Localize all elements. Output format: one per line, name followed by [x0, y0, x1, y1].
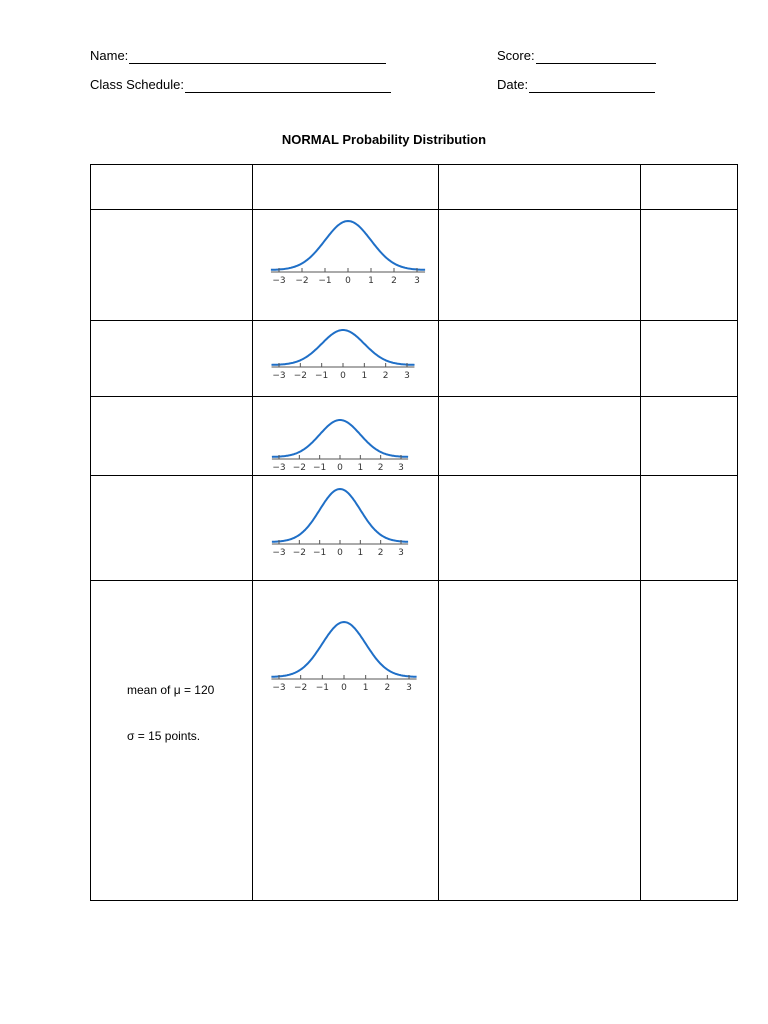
table-header-row: [91, 165, 738, 210]
class-schedule-field[interactable]: [90, 77, 391, 93]
header-cell-4[interactable]: [641, 165, 738, 210]
header-cell-3[interactable]: [439, 165, 641, 210]
row-3-answer-cell[interactable]: [439, 397, 641, 476]
axis-tick-label: −3: [272, 276, 286, 286]
score-blank-line[interactable]: [536, 51, 656, 64]
row-1-answer-cell[interactable]: [439, 210, 641, 321]
axis-tick-label: −3: [272, 683, 286, 693]
bell-curve-line: [271, 221, 425, 270]
axis-tick-label: 0: [345, 276, 351, 286]
row-3-curve-cell: [253, 397, 439, 476]
row-3-label-cell[interactable]: [91, 397, 253, 476]
header-cell-1[interactable]: [91, 165, 253, 210]
axis-tick-label: 0: [340, 371, 346, 381]
axis-tick-label: −3: [272, 548, 286, 558]
date-blank-line[interactable]: [529, 80, 655, 93]
axis-tick-label: 3: [404, 371, 410, 381]
axis-tick-label: −3: [272, 463, 286, 473]
axis-tick-label: 0: [337, 463, 343, 473]
bell-curve-line: [271, 622, 416, 677]
axis-tick-label: −1: [313, 548, 327, 558]
axis-tick-label: 2: [384, 683, 391, 693]
axis-tick-label: 2: [377, 463, 384, 473]
axis-tick-label: 1: [362, 683, 369, 693]
row-4-curve-cell: [253, 476, 439, 581]
distribution-table: [90, 164, 738, 901]
sigma-note: σ = 15 points.: [127, 729, 201, 743]
page-title: NORMAL Probability Distribution: [281, 132, 487, 147]
score-label: Score:: [497, 48, 535, 63]
axis-tick-label: 1: [357, 548, 364, 558]
axis-tick-label: 2: [377, 548, 384, 558]
row-5-extra-cell[interactable]: [641, 581, 738, 901]
row-2-label-cell[interactable]: [91, 321, 253, 397]
class-schedule-label: Class Schedule:: [90, 77, 184, 92]
axis-tick-label: 1: [368, 276, 374, 286]
normal-curve-2: [269, 327, 417, 383]
normal-curve-3: [269, 417, 411, 475]
row-4-label-cell[interactable]: [91, 476, 253, 581]
axis-tick-label: 3: [414, 276, 420, 286]
row-1-extra-cell[interactable]: [641, 210, 738, 321]
axis-tick-label: 3: [398, 463, 404, 473]
axis-tick-label: 2: [382, 371, 389, 381]
row-1-curve-cell: [253, 210, 439, 321]
name-blank-line[interactable]: [129, 51, 386, 64]
mean-note: mean of μ = 120: [127, 683, 215, 697]
date-label: Date:: [497, 77, 529, 92]
bell-curve-line: [272, 330, 415, 365]
row-5-label-cell[interactable]: [91, 581, 253, 901]
axis-tick-label: 3: [406, 683, 412, 693]
name-field[interactable]: [90, 48, 386, 64]
table-row: [91, 210, 738, 321]
row-2-extra-cell[interactable]: [641, 321, 738, 397]
bell-curve-line: [272, 489, 408, 542]
axis-tick-label: 0: [341, 683, 347, 693]
row-3-extra-cell[interactable]: [641, 397, 738, 476]
row-5-curve-cell: [253, 581, 439, 901]
axis-tick-label: −1: [318, 276, 332, 286]
table-row: [91, 321, 738, 397]
axis-tick-label: −2: [294, 683, 308, 693]
table-row: [91, 397, 738, 476]
axis-tick-label: −2: [292, 463, 306, 473]
row-1-label-cell[interactable]: [91, 210, 253, 321]
table-row: [91, 476, 738, 581]
row-5-answer-cell[interactable]: [439, 581, 641, 901]
axis-tick-label: −2: [295, 276, 309, 286]
normal-curve-4: [269, 486, 411, 560]
name-label: Name:: [90, 48, 129, 63]
normal-curve-1: [269, 218, 427, 288]
row-4-answer-cell[interactable]: [439, 476, 641, 581]
normal-curve-5: [269, 619, 419, 695]
axis-tick-label: 1: [361, 371, 368, 381]
axis-tick-label: 1: [357, 463, 364, 473]
row-4-extra-cell[interactable]: [641, 476, 738, 581]
axis-tick-label: 0: [337, 548, 343, 558]
axis-tick-label: −1: [315, 371, 329, 381]
axis-tick-label: −3: [272, 371, 286, 381]
axis-tick-label: −1: [313, 463, 327, 473]
axis-tick-label: −1: [315, 683, 329, 693]
date-field[interactable]: [497, 77, 655, 93]
header-cell-2[interactable]: [253, 165, 439, 210]
class-schedule-blank-line[interactable]: [185, 80, 391, 93]
table-row: [91, 581, 738, 901]
axis-tick-label: 3: [398, 548, 404, 558]
axis-tick-label: −2: [293, 371, 307, 381]
row-2-curve-cell: [253, 321, 439, 397]
row-2-answer-cell[interactable]: [439, 321, 641, 397]
score-field[interactable]: [497, 48, 656, 64]
axis-tick-label: −2: [292, 548, 306, 558]
axis-tick-label: 2: [391, 276, 397, 286]
bell-curve-line: [272, 420, 408, 457]
